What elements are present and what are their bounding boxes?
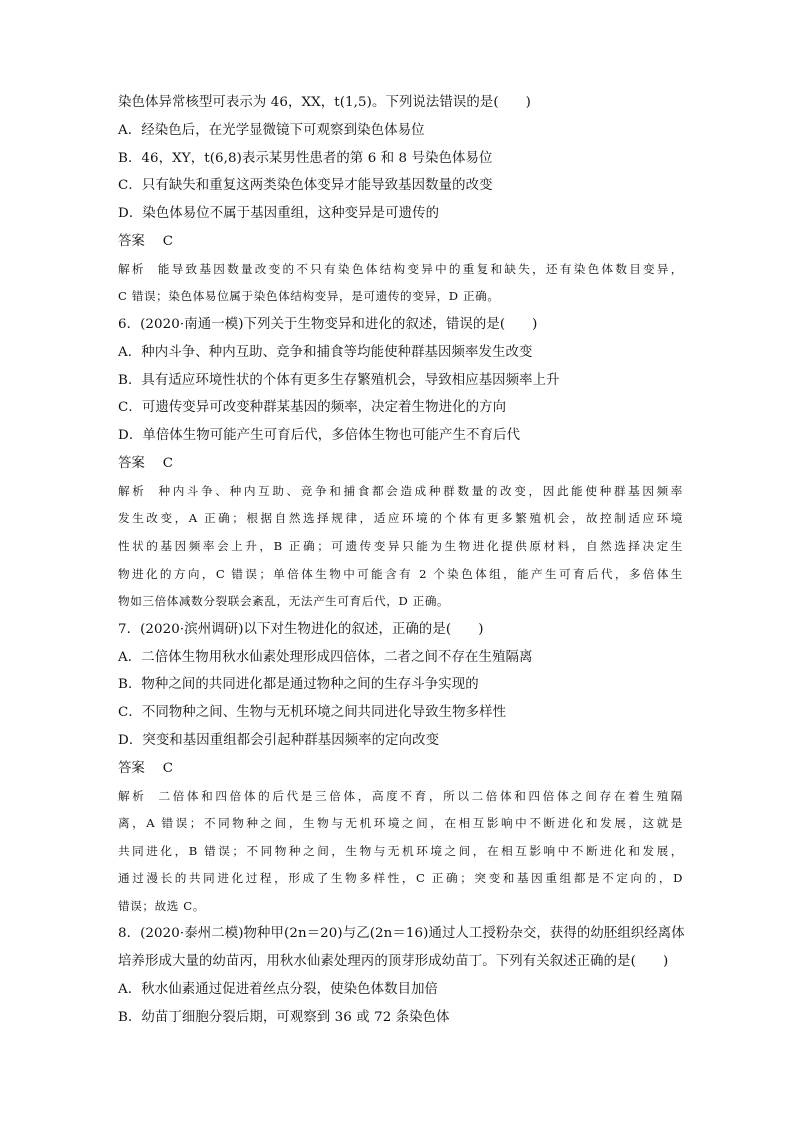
q6-explanation-line: 性状的基因频率会上升，B 正确；可遗传变异只能为生物进化提供原材料，自然选择决定生	[118, 538, 683, 553]
q5-option-a: A．经染色后，在光学显微镜下可观察到染色体易位	[118, 122, 425, 138]
q8-option-b: B．幼苗丁细胞分裂后期，可观察到 36 或 72 条染色体	[118, 1009, 450, 1025]
q8-stem-line: 培养形成大量的幼苗丙，用秋水仙素处理丙的顶芽形成幼苗丁。下列有关叙述正确的是( )	[118, 954, 669, 970]
answer-label: 答案	[118, 760, 145, 776]
explanation-label: 解析	[118, 483, 147, 498]
q7-stem: 7．(2020·滨州调研)以下对生物进化的叙述，正确的是( )	[118, 621, 484, 637]
q5-option-c: C．只有缺失和重复这两类染色体变异才能导致基因数量的改变	[118, 178, 493, 194]
q5-explanation-line: C 错误；染色体易位属于染色体结构变异，是可遗传的变异，D 正确。	[118, 289, 500, 304]
q5-answer	[118, 232, 683, 252]
q6-explanation-line: 解析 种内斗争、种内互助、竞争和捕食都会造成种群数量的改变，因此能使种群基因频率	[118, 483, 684, 498]
q6-option-d: D．单倍体生物可能产生可育后代，多倍体生物也可能产生不育后代	[118, 428, 521, 444]
answer-value: C	[162, 233, 174, 249]
explanation-label: 解析	[118, 788, 147, 803]
answer-value: C	[162, 760, 174, 776]
q6-explanation-line: 物如三倍体减数分裂联会紊乱，无法产生可育后代，D 正确。	[118, 594, 450, 609]
answer-label: 答案	[118, 233, 145, 249]
q8-option-a: A．秋水仙素通过促进着丝点分裂，使染色体数目加倍	[118, 982, 439, 998]
q7-explanation-line: 离，A 错误；不同物种之间，生物与无机环境之间，在相互影响中不断进化和发展，这就是	[118, 816, 683, 831]
q5-option-d: D．染色体易位不属于基因重组，这种变异是可遗传的	[118, 206, 440, 222]
q6-stem: 6．(2020·南通一模)下列关于生物变异和进化的叙述，错误的是( )	[118, 316, 538, 332]
q6-option-c: C．可遗传变异可改变种群某基因的频率，决定着生物进化的方向	[118, 400, 507, 416]
explanation-label: 解析	[118, 261, 146, 276]
exam-page	[118, 93, 683, 1036]
q5-option-b: B．46，XY，t(6,8)表示某男性患者的第 6 和 8 号染色体易位	[118, 150, 493, 166]
q7-answer	[118, 759, 683, 779]
q7-explanation-line: 错误；故选 C。	[118, 898, 205, 913]
q7-option-b: B．物种之间的共同进化都是通过物种之间的生存斗争实现的	[118, 677, 479, 693]
q6-explanation-line: 发生改变，A 正确；根据自然选择规律，适应环境的个体有更多繁殖机会，故控制适应环境	[118, 511, 683, 526]
q7-explanation-line: 通过漫长的共同进化过程，形成了生物多样性，C 正确；突变和基因重组都是不定向的，D	[118, 871, 683, 886]
q7-explanation-line: 解析 二倍体和四倍体的后代是三倍体，高度不育，所以二倍体和四倍体之间存在着生殖隔	[118, 788, 684, 803]
q6-option-b: B．具有适应环境性状的个体有更多生存繁殖机会，导致相应基因频率上升	[118, 372, 560, 388]
q8-stem-line: 8．(2020·泰州二模)物种甲(2n＝20)与乙(2n＝16)通过人工授粉杂交，获得的幼胚组织经离体	[118, 926, 685, 942]
answer-label: 答案	[118, 455, 145, 471]
q7-option-d: D．突变和基因重组都会引起种群基因频率的定向改变	[118, 732, 440, 748]
q5-explanation-line: 解析 能导致基因数量改变的不只有染色体结构变异中的重复和缺失，还有染色体数目变异，	[118, 261, 683, 276]
q7-option-a: A．二倍体生物用秋水仙素处理形成四倍体，二者之间不存在生殖隔离	[118, 649, 533, 665]
q6-answer	[118, 454, 683, 474]
q6-option-a: A．种内斗争、种内互助、竞争和捕食等均能使种群基因频率发生改变	[118, 344, 533, 360]
answer-value: C	[162, 455, 174, 471]
q5-stem-tail: 染色体异常核型可表示为 46，XX，t(1,5)。下列说法错误的是( )	[118, 95, 532, 110]
q6-explanation-line: 物进化的方向，C 错误；单倍体生物中可能含有 2 个染色体组，能产生可育后代，多倍体生	[118, 566, 683, 581]
q7-option-c: C．不同物种之间、生物与无机环境之间共同进化导致生物多样性	[118, 705, 507, 721]
q7-explanation-line: 共同进化，B 错误；不同物种之间，生物与无机环境之间，在相互影响中不断进化和发展，	[118, 843, 683, 858]
